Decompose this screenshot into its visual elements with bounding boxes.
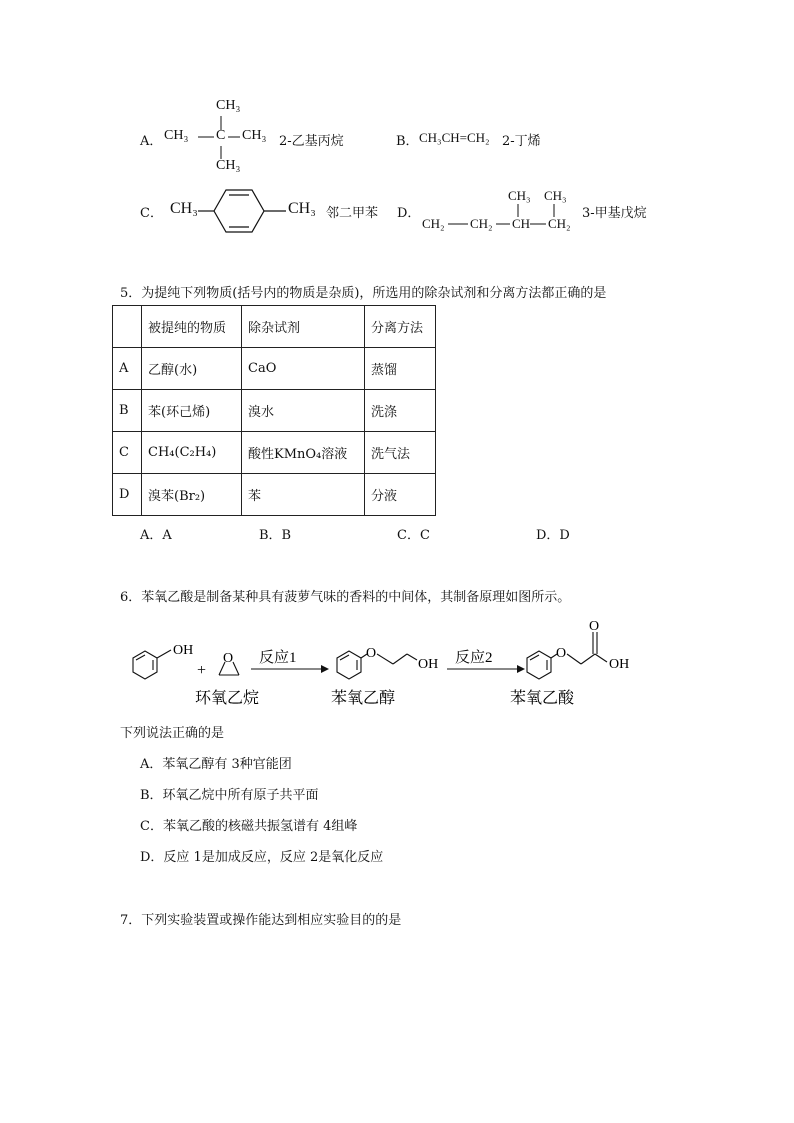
label-phenoxyethanol: 苯氧乙醇 [331, 690, 396, 707]
q6-option-d: D．反应 1是加成反应，反应 2是氧化反应 [140, 850, 384, 865]
q5-choice-c: C．C [397, 528, 430, 543]
option-d-structure [420, 186, 580, 236]
q6-option-b: B．环氧乙烷中所有原子共平面 [140, 788, 319, 803]
table-header-cell: 分离方法 [365, 306, 436, 348]
table-cell: C [113, 432, 142, 474]
q6-option-a: A．苯氧乙醇有 3种官能团 [140, 757, 292, 772]
option-d-chain-3: CH [512, 216, 531, 231]
q6-reaction-scheme [115, 612, 645, 712]
option-b-letter: B． [396, 134, 419, 149]
option-a-right-group: CH₃ [242, 128, 267, 143]
table-cell: D [113, 474, 142, 516]
phenol-oh-text: OH [173, 643, 194, 658]
option-c-name: 邻二甲苯 [326, 206, 379, 221]
option-a-bonds [160, 96, 280, 176]
benzene-ring-icon [198, 186, 290, 236]
option-d-bonds [420, 186, 580, 236]
table-cell: B [113, 390, 142, 432]
ether-o-text-1: O [366, 646, 377, 661]
q7-stem: 7．下列实验装置或操作能达到相应实验目的的是 [120, 913, 402, 928]
table-cell: 分液 [365, 474, 436, 516]
option-b-formula: CH₃CH=CH₂ [419, 130, 490, 145]
alcohol-oh-text: OH [418, 657, 439, 672]
table-row [113, 348, 436, 390]
table-cell: 苯 [242, 474, 365, 516]
carbonyl-o-text: O [589, 619, 600, 634]
table-cell: 洗涤 [365, 390, 436, 432]
option-a-name: 2-乙基丙烷 [279, 134, 344, 149]
arrow-1-label: 反应1 [259, 650, 297, 666]
option-d-methyl-2: CH₃ [544, 188, 567, 203]
q6-stem: 6．苯氧乙酸是制备某种具有菠萝气味的香料的中间体，其制备原理如图所示。 [120, 590, 571, 605]
arrow-1-head-icon [321, 665, 329, 673]
table-cell: CaO [242, 348, 365, 390]
q5-stem: 5．为提纯下列物质(括号内的物质是杂质)，所选用的除杂试剂和分离方法都正确的是 [120, 286, 607, 301]
ether-o-text-2: O [556, 646, 567, 661]
table-cell: A [113, 348, 142, 390]
table-header-row [113, 306, 436, 348]
table-cell: 蒸馏 [365, 348, 436, 390]
option-d-name: 3-甲基戊烷 [582, 206, 647, 221]
option-d-chain-4: CH₂ [548, 216, 571, 231]
option-a-structure [160, 96, 280, 176]
table-cell: CH₄(C₂H₄) [142, 432, 242, 474]
arrow-2-head-icon [517, 665, 525, 673]
option-a-top-group: CH₃ [216, 98, 241, 113]
option-c-letter: C． [140, 206, 163, 221]
acid-oh-text: OH [609, 657, 630, 672]
table-cell: 溴苯(Br₂) [142, 474, 242, 516]
q6-prompt: 下列说法正确的是 [120, 726, 225, 741]
table-cell: 溴水 [242, 390, 365, 432]
option-d-letter: D． [397, 206, 421, 221]
option-a-bottom-group: CH₃ [216, 158, 241, 173]
option-a-left-group: CH₃ [164, 128, 189, 143]
table-row [113, 390, 436, 432]
option-d-chain-1: CH₂ [422, 216, 445, 231]
q5-choice-d: D．D [536, 528, 570, 543]
option-d-methyl-1: CH₃ [508, 188, 531, 203]
option-a-center-atom: C [216, 128, 226, 143]
q5-table [112, 305, 436, 516]
q5-choice-b: B．B [259, 528, 292, 543]
table-cell: 苯(环己烯) [142, 390, 242, 432]
table-row [113, 474, 436, 516]
phenol-ring-icon [133, 650, 171, 679]
table-header-cell [113, 306, 142, 348]
q6-option-c: C．苯氧乙酸的核磁共振氢谱有 4组峰 [140, 819, 358, 834]
table-cell: 乙醇(水) [142, 348, 242, 390]
phenoxyethanol-ring-icon [337, 651, 417, 679]
q5-choice-a: A．A [140, 528, 172, 543]
table-cell: 酸性KMnO₄溶液 [242, 432, 365, 474]
option-d-chain-2: CH₂ [470, 216, 493, 231]
table-header-cell: 除杂试剂 [242, 306, 365, 348]
option-c-right-group: CH₃ [288, 200, 316, 217]
table-header-cell: 被提纯的物质 [142, 306, 242, 348]
label-ethylene-oxide: 环氧乙烷 [195, 690, 260, 707]
option-b-name: 2-丁烯 [502, 134, 541, 149]
label-phenoxyacetic-acid: 苯氧乙酸 [510, 690, 575, 707]
table-cell: 洗气法 [365, 432, 436, 474]
epoxide-o-text: O [223, 651, 234, 666]
plus-sign: + [197, 662, 207, 679]
option-a-letter: A． [140, 134, 163, 149]
arrow-2-label: 反应2 [455, 650, 493, 666]
table-row [113, 432, 436, 474]
option-c-left-group: CH₃ [170, 200, 198, 217]
phenoxyacetic-acid-ring-icon [527, 632, 607, 679]
